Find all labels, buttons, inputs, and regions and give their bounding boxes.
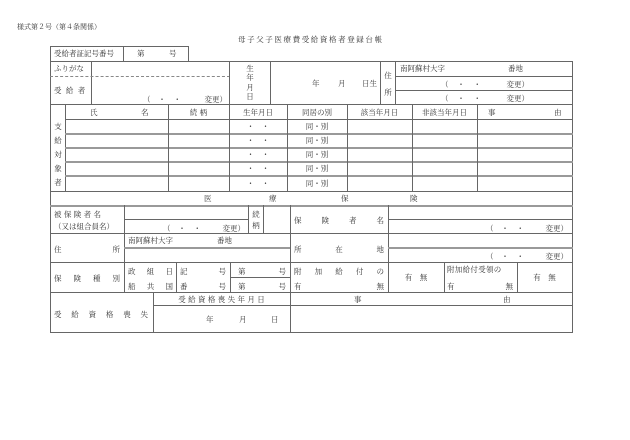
header-reason-1: 事 [488,108,496,117]
birth-year: 年 [312,79,320,88]
insured-change[interactable]: （ ・ ・ 変更） [163,224,245,233]
furigana-label: ふりがな [54,64,84,73]
insurance-title-3: 保 [341,194,349,203]
symbol-field[interactable]: 第 号 [238,267,286,276]
insurance-title-4: 険 [410,194,418,203]
birth-month: 月 [338,79,346,88]
extra-received-label-2: 有 無 [447,282,513,291]
loss-reason-field[interactable] [291,306,572,332]
row-cohabit[interactable]: 同・別 [305,164,329,173]
insured-label-sub: （又は組合員名） [54,222,114,231]
header-relation: 続 柄 [189,107,208,117]
insurance-title-1: 医 [204,194,212,203]
loss-date-header: 受 給 資 格 喪 失 年 月 日 [178,294,265,304]
row-birth[interactable]: ・ ・ [246,136,270,145]
loss-month: 月 [239,315,247,324]
loss-reason-header-2: 由 [503,295,511,304]
insured-address-prefix: 南阿蘇村大字 [128,236,173,245]
row-cohabit[interactable]: 同・別 [305,178,329,188]
extra-benefit-label-2: 有 無 [294,282,384,291]
symbol-label: 記 号 [180,267,226,276]
location-change[interactable]: （ ・ ・ 変更） [486,252,568,261]
number-field[interactable]: 第 号 [238,282,286,291]
insurer-label: 保 険 者 名 [294,216,384,225]
insured-address-suffix: 番地 [217,236,232,245]
loss-reason-header-1: 事 [354,295,362,304]
insurance-title-2: 療 [269,194,277,203]
extra-benefit-label-1: 附 加 給 付 の [294,267,384,276]
row-cohabit[interactable]: 同・別 [305,122,329,131]
extra-received-value[interactable]: 有 無 [533,273,556,282]
recipient-name-label: 受 給 者 [54,86,87,95]
header-eligible-date: 該当年月日 [360,107,399,117]
recipient-name-change: （ ・ ・ 変更） [143,95,227,104]
row-birth[interactable]: ・ ・ [246,164,270,173]
certificate-label: 受給者証記号番号 [54,49,114,58]
insurance-type-label: 保 険 種 別 [54,274,120,283]
certificate-number-field[interactable] [124,47,188,61]
form-number: 様式第２号（第４条関係） [17,23,101,31]
row-cohabit[interactable]: 同・別 [305,150,329,159]
insured-relation-field[interactable] [264,206,290,233]
insured-label: 被 保 険 者 名 [54,210,102,219]
extra-received-label-1: 附加給付受領の [447,265,502,274]
address-change-1[interactable]: （ ・ ・ 変更） [441,80,529,89]
header-name-1: 氏 [90,108,98,117]
insured-address-label: 住 所 [54,245,120,254]
insured-name-field[interactable] [125,206,247,219]
insurer-location-field[interactable] [389,234,572,247]
insurer-name-field[interactable] [389,206,572,219]
insurance-type-options-2[interactable]: 船 共 国 [128,282,173,291]
address-suffix: 番地 [508,64,523,73]
extra-benefit-value[interactable]: 有 無 [404,273,428,282]
address-prefix: 南阿蘇村大字 [400,64,445,73]
loss-label: 受 給 資 格 喪 失 [54,310,148,319]
header-birth: 生年月日 [243,107,273,117]
address-change-2[interactable]: （ ・ ・ 変更） [441,94,529,103]
insurer-location-label: 所 在 地 [294,245,384,254]
row-birth[interactable]: ・ ・ [246,178,270,188]
header-cohabit: 同居の別 [302,107,332,117]
header-reason-2: 由 [554,108,562,117]
insurance-type-options-1[interactable]: 政 組 日 [128,267,173,276]
loss-day: 日 [271,315,279,324]
header-ineligible-date: 非該当年月日 [422,107,467,117]
certificate-go: 号 [169,49,177,58]
loss-year: 年 [206,315,214,324]
number-label: 番 号 [180,282,226,291]
row-birth[interactable]: ・ ・ [246,150,270,159]
dependents-label: 支給対象者 [54,122,62,187]
birth-date-label: 生年月日 [246,64,254,102]
certificate-dai: 第 [137,49,145,58]
furigana-field[interactable] [92,62,229,75]
address-label: 住所 [384,71,392,97]
page-title: 母子父子医療費受給資格者登録台帳 [238,35,384,44]
header-name-2: 名 [141,108,149,117]
row-cohabit[interactable]: 同・別 [305,136,329,145]
birth-day: 日生 [362,79,377,88]
insurer-change[interactable]: （ ・ ・ 変更） [486,224,568,233]
row-birth[interactable]: ・ ・ [246,122,270,131]
insured-relation-label: 続柄 [252,210,260,231]
loss-date-field[interactable] [154,306,290,332]
